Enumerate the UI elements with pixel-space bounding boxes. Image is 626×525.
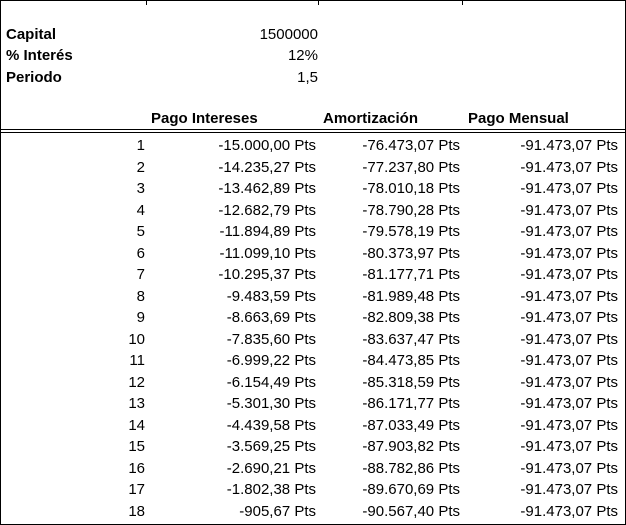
monthly-payment-cell: -91.473,07 Pts (520, 438, 618, 455)
table-row (0, 307, 626, 329)
monthly-payment-cell: -91.473,07 Pts (520, 502, 618, 520)
interest-payment-cell: -6.154,49 Pts (226, 373, 316, 391)
interest-rate-label: % Interés (6, 47, 73, 64)
table-row (0, 436, 626, 458)
table-row (0, 458, 626, 480)
table-row (0, 393, 626, 415)
interest-payment-cell: -3.569,25 Pts (226, 438, 316, 455)
amortization-cell: -76.473,07 Pts (362, 137, 460, 154)
period-number-cell: 10 (128, 330, 145, 348)
amortization-cell: -79.578,19 Pts (362, 223, 460, 240)
period-number-cell: 8 (136, 287, 145, 305)
interest-payment-cell: -905,67 Pts (239, 502, 316, 520)
interest-payment-cell: -10.295,37 Pts (218, 266, 316, 283)
amortization-cell: -87.033,49 Pts (362, 416, 460, 434)
interest-payment-cell: -8.663,69 Pts (226, 309, 316, 326)
period-number-cell: 2 (136, 158, 145, 176)
period-number-cell: 18 (128, 502, 145, 520)
period-number-cell: 6 (136, 244, 145, 262)
period-number-cell: 9 (136, 309, 145, 326)
header-interest-payment: Pago Intereses (151, 110, 258, 127)
interest-payment-cell: -13.462,89 Pts (218, 180, 316, 197)
period-number-cell: 11 (129, 352, 145, 369)
interest-payment-cell: -12.682,79 Pts (218, 201, 316, 219)
monthly-payment-cell: -91.473,07 Pts (520, 373, 618, 391)
amortization-cell: -83.637,47 Pts (362, 330, 460, 348)
amortization-table-body (0, 135, 626, 522)
period-number-cell: 13 (128, 395, 145, 412)
amortization-cell: -84.473,85 Pts (362, 352, 460, 369)
amortization-cell: -87.903,82 Pts (362, 438, 460, 455)
amortization-cell: -80.373,97 Pts (362, 244, 460, 262)
table-row (0, 329, 626, 351)
monthly-payment-cell: -91.473,07 Pts (520, 180, 618, 197)
interest-payment-cell: -11.099,10 Pts (219, 244, 316, 262)
amortization-cell: -88.782,86 Pts (362, 459, 460, 477)
monthly-payment-cell: -91.473,07 Pts (520, 137, 618, 154)
table-row (0, 243, 626, 265)
column-divider-tick (146, 0, 147, 5)
header-rule-top (1, 129, 625, 130)
interest-rate-value: 12% (287, 47, 318, 64)
period-number-cell: 3 (136, 180, 145, 197)
amortization-cell: -90.567,40 Pts (362, 502, 460, 520)
amortization-cell: -78.010,18 Pts (362, 180, 460, 197)
table-row (0, 415, 626, 437)
interest-payment-cell: -11.894,89 Pts (219, 223, 316, 240)
amortization-cell: -77.237,80 Pts (362, 158, 460, 176)
header-rule-bottom (1, 132, 625, 133)
monthly-payment-cell: -91.473,07 Pts (520, 266, 618, 283)
column-divider-tick (318, 0, 319, 5)
interest-payment-cell: -7.835,60 Pts (226, 330, 316, 348)
monthly-payment-cell: -91.473,07 Pts (520, 330, 618, 348)
amortization-cell: -82.809,38 Pts (362, 309, 460, 326)
period-label: Periodo (6, 69, 62, 86)
table-row (0, 200, 626, 222)
monthly-payment-cell: -91.473,07 Pts (520, 223, 618, 240)
table-row (0, 501, 626, 523)
table-row (0, 286, 626, 308)
interest-payment-cell: -2.690,21 Pts (226, 459, 316, 477)
table-row (0, 350, 626, 372)
period-number-cell: 17 (128, 481, 145, 498)
period-number-cell: 7 (136, 266, 145, 283)
period-number-cell: 16 (128, 459, 145, 477)
header-amortization: Amortización (323, 110, 419, 127)
monthly-payment-cell: -91.473,07 Pts (520, 201, 618, 219)
period-number-cell: 15 (128, 438, 145, 455)
table-row (0, 157, 626, 179)
table-row (0, 479, 626, 501)
capital-value: 1500000 (259, 26, 318, 43)
amortization-cell: -78.790,28 Pts (362, 201, 460, 219)
column-divider-tick (462, 0, 463, 5)
monthly-payment-cell: -91.473,07 Pts (520, 309, 618, 326)
monthly-payment-cell: -91.473,07 Pts (520, 158, 618, 176)
interest-payment-cell: -4.439,58 Pts (226, 416, 316, 434)
table-row (0, 372, 626, 394)
table-row (0, 178, 626, 200)
period-number-cell: 5 (136, 223, 145, 240)
amortization-cell: -81.177,71 Pts (362, 266, 460, 283)
interest-payment-cell: -6.999,22 Pts (226, 352, 316, 369)
monthly-payment-cell: -91.473,07 Pts (520, 416, 618, 434)
table-row (0, 221, 626, 243)
period-number-cell: 12 (128, 373, 145, 391)
interest-payment-cell: -5.301,30 Pts (226, 395, 316, 412)
table-row (0, 135, 626, 157)
amortization-cell: -86.171,77 Pts (362, 395, 460, 412)
interest-payment-cell: -9.483,59 Pts (226, 287, 316, 305)
amortization-cell: -89.670,69 Pts (362, 481, 460, 498)
monthly-payment-cell: -91.473,07 Pts (520, 244, 618, 262)
period-number-cell: 14 (128, 416, 145, 434)
table-row (0, 264, 626, 286)
amortization-cell: -81.989,48 Pts (362, 287, 460, 305)
monthly-payment-cell: -91.473,07 Pts (520, 395, 618, 412)
monthly-payment-cell: -91.473,07 Pts (520, 481, 618, 498)
interest-payment-cell: -1.802,38 Pts (226, 481, 316, 498)
interest-payment-cell: -15.000,00 Pts (218, 137, 316, 154)
period-number-cell: 1 (136, 137, 145, 154)
monthly-payment-cell: -91.473,07 Pts (520, 287, 618, 305)
period-value: 1,5 (297, 69, 318, 86)
capital-label: Capital (6, 26, 57, 43)
monthly-payment-cell: -91.473,07 Pts (520, 352, 618, 369)
monthly-payment-cell: -91.473,07 Pts (520, 459, 618, 477)
amortization-cell: -85.318,59 Pts (362, 373, 460, 391)
period-number-cell: 4 (136, 201, 145, 219)
header-monthly-payment: Pago Mensual (468, 110, 569, 127)
interest-payment-cell: -14.235,27 Pts (218, 158, 316, 176)
